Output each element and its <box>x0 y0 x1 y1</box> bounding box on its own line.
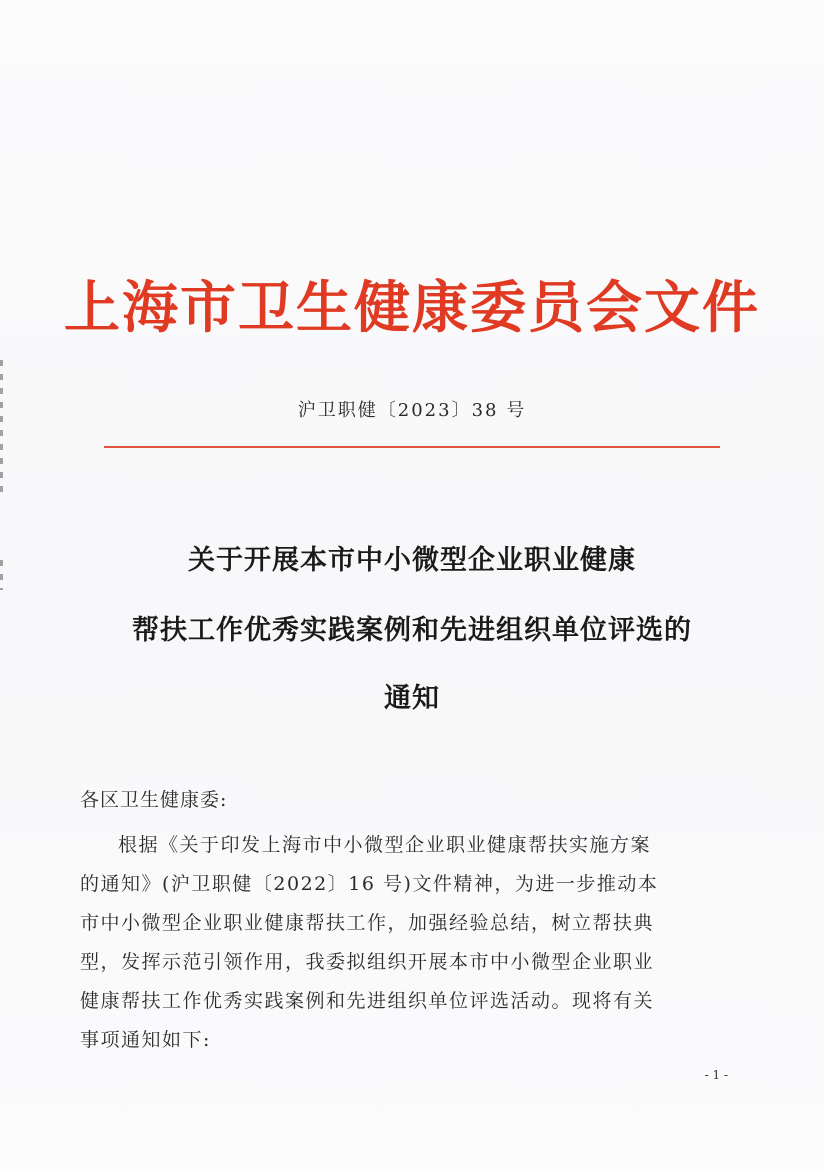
body-paragraph-line: 根据《关于印发上海市中小微型企业职业健康帮扶实施方案 <box>118 834 652 856</box>
red-divider-line <box>104 446 720 448</box>
salutation: 各区卫生健康委: <box>80 789 228 811</box>
issuing-organization-title: 上海市卫生健康委员会文件 <box>64 275 760 341</box>
body-paragraph-line: 健康帮扶工作优秀实践案例和先进组织单位评选活动。现将有关 <box>80 990 655 1012</box>
scan-edge-mark <box>0 360 3 500</box>
body-paragraph-line: 市中小微型企业职业健康帮扶工作，加强经验总结，树立帮扶典 <box>80 912 655 934</box>
body-paragraph-line: 事项通知如下: <box>80 1029 211 1051</box>
page-number: - 1 - <box>704 1068 728 1082</box>
notice-title-line-2: 帮扶工作优秀实践案例和先进组织单位评选的 <box>132 615 692 646</box>
body-paragraph-line: 型，发挥示范引领作用，我委拟组织开展本市中小微型企业职业 <box>80 951 655 973</box>
notice-title-line-1: 关于开展本市中小微型企业职业健康 <box>188 545 636 576</box>
notice-title-line-3: 通知 <box>384 683 440 714</box>
document-number: 沪卫职健〔2023〕38 号 <box>297 400 527 421</box>
body-paragraph-line: 的通知》(沪卫职健〔2022〕16 号)文件精神，为进一步推动本 <box>80 873 659 895</box>
